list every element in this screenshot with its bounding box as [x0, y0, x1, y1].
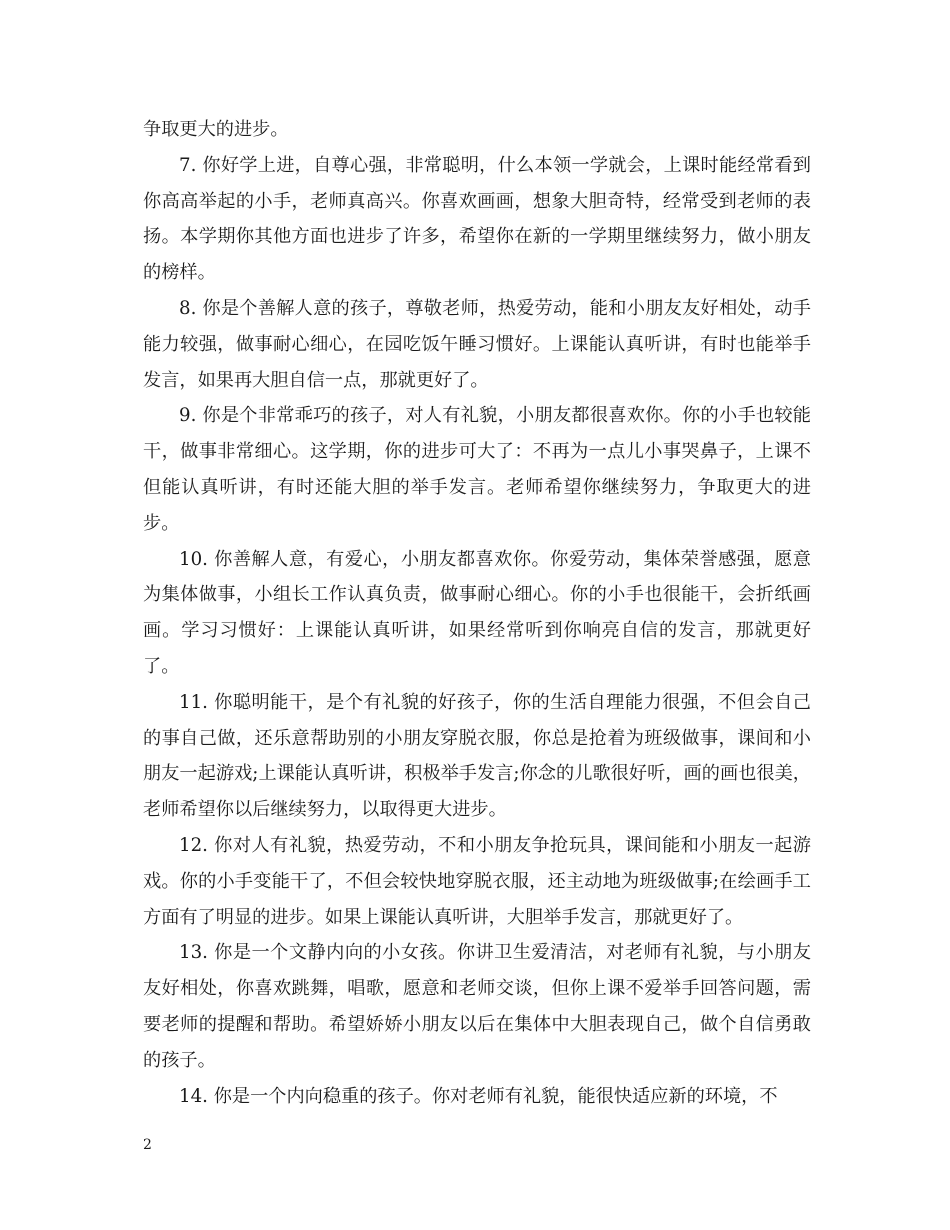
paragraph-item-14: 14. 你是一个内向稳重的孩子。你对老师有礼貌，能很快适应新的环境，不	[179, 1085, 778, 1107]
paragraph-item-10: 10. 你善解人意，有爱心，小朋友都喜欢你。你爱劳动，集体荣誉感强，愿意为集体做事，小组长工作认真负责，做事耐心细心。你的小手也很能干，会折纸画画。学习习惯好：上课能认真听讲，如果经常听到你响亮自信的发言，那就更好了。	[143, 548, 811, 677]
paragraph-item-12: 12. 你对人有礼貌，热爱劳动，不和小朋友争抢玩具，课间能和小朋友一起游戏。你的小手变能干了，不但会较快地穿脱衣服，还主动地为班级做事;在绘画手工方面有了明显的进步。如果上课能认真听讲，大胆举手发言，那就更好了。	[143, 834, 811, 928]
paragraph-item-11: 11. 你聪明能干，是个有礼貌的好孩子，你的生活自理能力很强，不但会自己的事自己做，还乐意帮助别的小朋友穿脱衣服，你总是抢着为班级做事，课间和小朋友一起游戏;上课能认真听讲，积极举手发言;你念的儿歌很好听，画的画也很美，老师希望你以后继续努力，以取得更大进步。	[143, 691, 811, 821]
paragraph-continuation: 争取更大的进步。	[143, 119, 289, 140]
body-text	[143, 112, 811, 1114]
paragraph-item-9: 9. 你是个非常乖巧的孩子，对人有礼貌，小朋友都很喜欢你。你的小手也较能干，做事非常细心。这学期，你的进步可大了：不再为一点儿小事哭鼻子，上课不但能认真听讲，有时还能大胆的举手发言。老师希望你继续努力，争取更大的进步。	[143, 405, 811, 534]
paragraph-item-13: 13. 你是一个文静内向的小女孩。你讲卫生爱清洁，对老师有礼貌，与小朋友友好相处，你喜欢跳舞，唱歌，愿意和老师交谈，但你上课不爱举手回答问题，需要老师的提醒和帮助。希望娇娇小朋友以后在集体中大胆表现自己，做个自信勇敢的孩子。	[143, 942, 811, 1071]
paragraph-item-7: 7. 你好学上进，自尊心强，非常聪明，什么本领一学就会，上课时能经常看到你高高举起的小手，老师真高兴。你喜欢画画，想象大胆奇特，经常受到老师的表扬。本学期你其他方面也进步了许多，希望你在新的一学期里继续努力，做小朋友的榜样。	[143, 154, 811, 284]
page-number: 2	[143, 1137, 152, 1153]
paragraph-item-8: 8. 你是个善解人意的孩子，尊敬老师，热爱劳动，能和小朋友友好相处，动手能力较强，做事耐心细心，在园吃饭午睡习惯好。上课能认真听讲，有时也能举手发言，如果再大胆自信一点，那就更好了。	[143, 297, 811, 391]
